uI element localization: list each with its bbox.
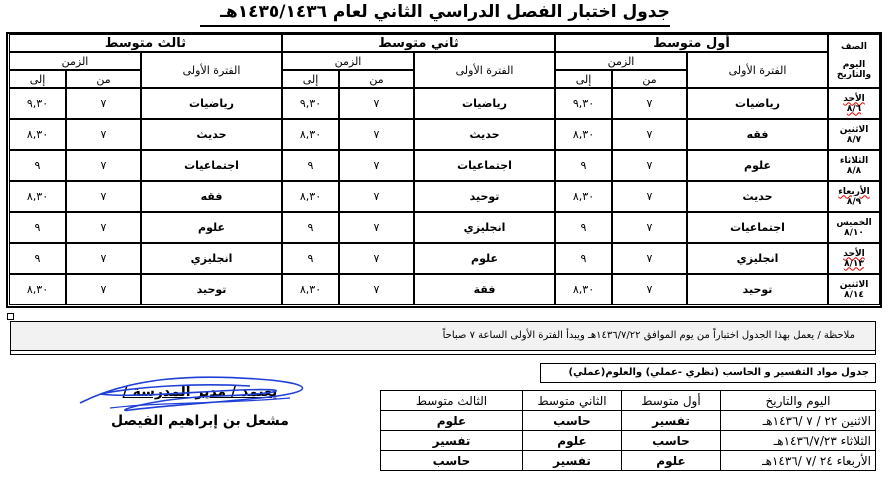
table-anchor-handle[interactable] [7, 313, 14, 320]
to-header: إلى [9, 70, 66, 88]
subject-cell: انجليزي [414, 212, 555, 243]
practical-title: جدول مواد التفسير و الحاسب (نظري -عملي) والعلوم(عملي) [540, 363, 876, 383]
day-name: الاثنين [839, 279, 869, 290]
grade-header: أول متوسط [555, 34, 828, 52]
practical-cell: تفسير [381, 431, 523, 451]
day-cell [828, 243, 880, 274]
schedule-note: ملاحظة / يعمل بهذا الجدول اختباراً من يوم الموافق ١٤٣٦/٧/٢٢هـ ويبدأ الفترة الأولى الساعة ٧ صباحاً [10, 321, 876, 351]
exam-schedule-table [6, 32, 882, 308]
subject-cell: اجتماعيات [141, 150, 282, 181]
end-time-cell: ٩ [282, 212, 339, 243]
start-time-cell: ٧ [612, 88, 687, 119]
corner-bottom-label: اليوم والتاريخ [836, 60, 872, 80]
start-time-cell: ٧ [339, 88, 414, 119]
to-header: إلى [555, 70, 612, 88]
approval-label: يعتمد / مدير المدرسة / [122, 384, 278, 400]
day-name: الخميس [836, 217, 872, 228]
practical-header-grade2: الثاني متوسط [523, 391, 622, 411]
practical-cell: حاسب [381, 451, 523, 471]
time-header: الزمن [282, 52, 414, 70]
day-name: الأربعاء [838, 186, 870, 197]
subject-cell: حديث [414, 119, 555, 150]
from-header: من [66, 70, 141, 88]
day-cell [828, 88, 880, 119]
subject-cell: علوم [141, 212, 282, 243]
practical-cell: حاسب [622, 431, 721, 451]
practical-header-grade3: الثالث متوسط [381, 391, 523, 411]
start-time-cell: ٧ [339, 274, 414, 305]
practical-cell: تفسير [622, 411, 721, 431]
start-time-cell: ٧ [66, 119, 141, 150]
signature-scribble-icon [70, 368, 330, 428]
practical-header-row [381, 391, 876, 411]
from-header: من [339, 70, 414, 88]
start-time-cell: ٧ [66, 181, 141, 212]
practical-day: الثلاثاء ١٤٣٦/٧/٢٣هـ [721, 431, 876, 451]
end-time-cell: ٨,٣٠ [9, 274, 66, 305]
start-time-cell: ٧ [612, 243, 687, 274]
day-date: ٨/٦ [846, 103, 862, 114]
subject-cell: حديث [141, 119, 282, 150]
period-header: الفترة الأولى [687, 52, 828, 88]
day-name: الأحد [843, 93, 865, 104]
end-time-cell: ٨,٣٠ [9, 181, 66, 212]
end-time-cell: ٩,٣٠ [282, 88, 339, 119]
end-time-cell: ٨,٣٠ [9, 119, 66, 150]
time-header: الزمن [9, 52, 141, 70]
practical-cell: علوم [622, 451, 721, 471]
end-time-cell: ٩ [9, 212, 66, 243]
grade-header: ثاني متوسط [282, 34, 555, 52]
start-time-cell: ٧ [339, 212, 414, 243]
from-header: من [612, 70, 687, 88]
page-title: جدول اختبار الفصل الدراسي الثاني لعام ١٤٣٥/١٤٣٦هـ [220, 2, 670, 22]
subject-cell: حديث [687, 181, 828, 212]
time-header: الزمن [555, 52, 687, 70]
end-time-cell: ٨,٣٠ [282, 274, 339, 305]
start-time-cell: ٧ [339, 181, 414, 212]
subject-cell: اجتماعيات [414, 150, 555, 181]
day-cell [828, 119, 880, 150]
subject-cell: توحيد [414, 181, 555, 212]
day-date: ٨/٧ [846, 134, 862, 145]
corner-top-label: الصف [840, 42, 868, 52]
practical-day: الأربعاء ٢٤ /٧ /١٤٣٦هـ [721, 451, 876, 471]
practical-cell: علوم [523, 431, 622, 451]
end-time-cell: ٩ [9, 243, 66, 274]
note-divider [10, 351, 876, 355]
subject-cell: فقة [414, 274, 555, 305]
start-time-cell: ٧ [66, 212, 141, 243]
principal-name: مشعل بن إبراهيم الفيصل [111, 413, 289, 429]
to-header: إلى [282, 70, 339, 88]
practical-header-day: اليوم والتاريخ [721, 391, 876, 411]
end-time-cell: ٨,٣٠ [555, 274, 612, 305]
subject-cell: رياضيات [414, 88, 555, 119]
period-header: الفترة الأولى [414, 52, 555, 88]
day-cell [828, 212, 880, 243]
subject-cell: انجليزي [141, 243, 282, 274]
day-name: الاثنين [839, 124, 869, 135]
end-time-cell: ٨,٣٠ [555, 181, 612, 212]
end-time-cell: ٩ [282, 243, 339, 274]
start-time-cell: ٧ [66, 150, 141, 181]
day-column-header [828, 34, 880, 88]
subject-cell: رياضيات [687, 88, 828, 119]
subject-cell: علوم [687, 150, 828, 181]
period-header: الفترة الأولى [141, 52, 282, 88]
grade-header: ثالث متوسط [9, 34, 282, 52]
day-cell [828, 181, 880, 212]
start-time-cell: ٧ [339, 119, 414, 150]
end-time-cell: ٩,٣٠ [9, 88, 66, 119]
subject-cell: علوم [414, 243, 555, 274]
day-name: الثلاثاء [839, 155, 869, 166]
end-time-cell: ٩ [9, 150, 66, 181]
end-time-cell: ٩,٣٠ [555, 88, 612, 119]
start-time-cell: ٧ [612, 274, 687, 305]
day-date: ٨/١٣ [844, 258, 864, 269]
start-time-cell: ٧ [66, 88, 141, 119]
start-time-cell: ٧ [612, 212, 687, 243]
end-time-cell: ٩ [555, 243, 612, 274]
practical-table [380, 390, 876, 471]
practical-day: الاثنين ٢٢ / ٧ /١٤٣٦هـ [721, 411, 876, 431]
start-time-cell: ٧ [612, 181, 687, 212]
end-time-cell: ٨,٣٠ [282, 119, 339, 150]
subject-cell: رياضيات [141, 88, 282, 119]
practical-cell: حاسب [523, 411, 622, 431]
end-time-cell: ٩ [282, 150, 339, 181]
day-date: ٨/٨ [846, 165, 862, 176]
table-row [381, 451, 876, 471]
subject-cell: فقه [687, 119, 828, 150]
title-underline [200, 25, 670, 27]
table-row [381, 431, 876, 451]
end-time-cell: ٨,٣٠ [282, 181, 339, 212]
subject-cell: انجليزي [687, 243, 828, 274]
start-time-cell: ٧ [612, 150, 687, 181]
practical-cell: تفسير [523, 451, 622, 471]
end-time-cell: ٩ [555, 212, 612, 243]
day-name: الأحد [843, 248, 865, 259]
practical-cell: علوم [381, 411, 523, 431]
start-time-cell: ٧ [339, 150, 414, 181]
subject-cell: توحيد [141, 274, 282, 305]
end-time-cell: ٩ [555, 150, 612, 181]
start-time-cell: ٧ [66, 274, 141, 305]
day-date: ٨/١٠ [844, 227, 864, 238]
start-time-cell: ٧ [339, 243, 414, 274]
practical-header-grade1: أول متوسط [622, 391, 721, 411]
start-time-cell: ٧ [66, 243, 141, 274]
subject-cell: فقه [141, 181, 282, 212]
start-time-cell: ٧ [612, 119, 687, 150]
day-cell [828, 150, 880, 181]
subject-cell: توحيد [687, 274, 828, 305]
subject-cell: اجتماعيات [687, 212, 828, 243]
table-row [381, 411, 876, 431]
end-time-cell: ٨,٣٠ [555, 119, 612, 150]
day-date: ٨/١٤ [844, 289, 864, 300]
day-date: ٨/٩ [846, 196, 862, 207]
day-cell [828, 274, 880, 305]
